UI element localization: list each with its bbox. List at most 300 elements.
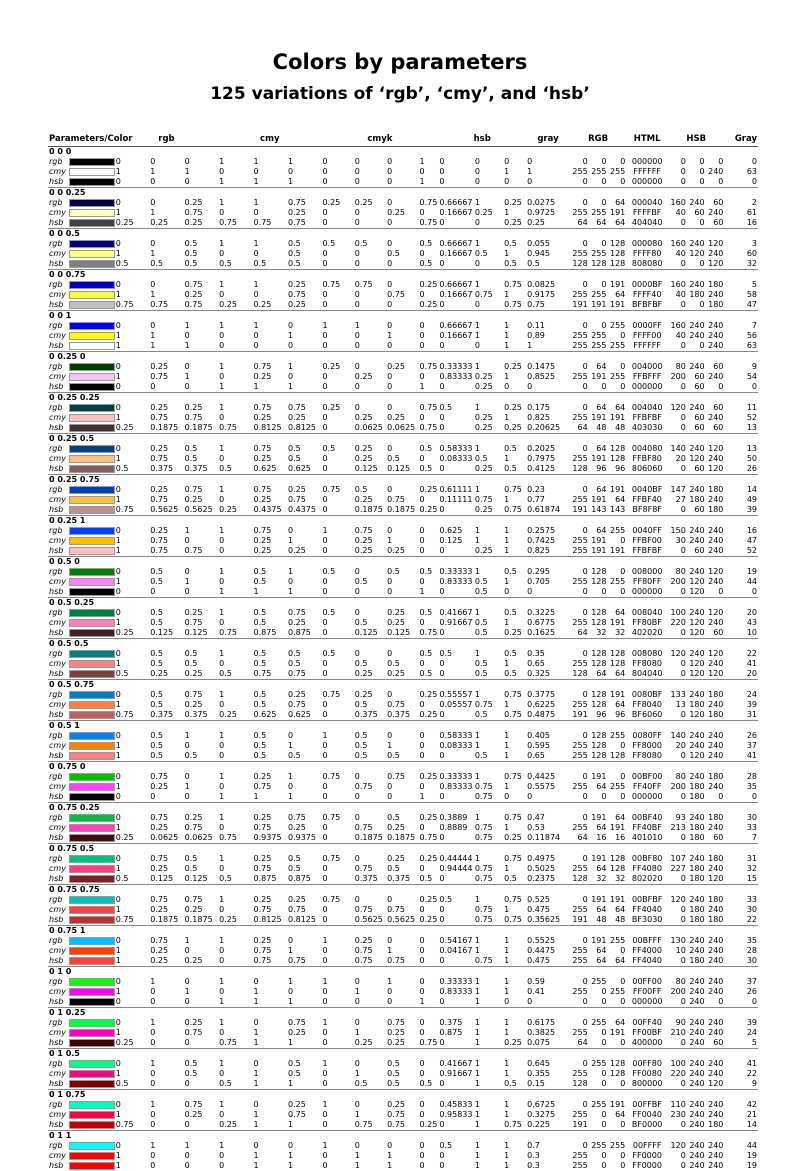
color-swatch — [69, 341, 115, 352]
table-cell: 1 — [287, 1079, 321, 1090]
table-cell: 1 — [115, 618, 149, 628]
table-cell: 0 — [354, 1100, 386, 1110]
table-cell: 191 — [589, 936, 608, 946]
table-cell: 0.25 — [253, 936, 287, 946]
table-cell: 1 — [503, 823, 526, 833]
table-cell: 0 — [419, 823, 439, 833]
table-cell: 1 — [115, 413, 149, 423]
table-cell: 0 — [607, 177, 626, 188]
table-cell: 0.25 — [253, 454, 287, 464]
table-cell: 240 — [706, 290, 725, 300]
color-parameters-table — [48, 132, 758, 1171]
table-cell: 110 — [668, 1100, 687, 1110]
table-cell: 0080BF — [626, 690, 668, 700]
color-swatch — [69, 772, 115, 782]
table-cell: 255 — [589, 341, 608, 352]
table-cell: 0 — [589, 1028, 608, 1038]
table-cell: 0 — [253, 1018, 287, 1028]
table-cell: 255 — [570, 1069, 589, 1079]
table-cell: 0 — [474, 157, 503, 167]
table-row — [48, 331, 758, 341]
table-cell: 1 — [253, 239, 287, 249]
table-cell: 64 — [589, 946, 608, 956]
table-cell: 0.25 — [287, 823, 321, 833]
table-cell: 0.75 — [503, 895, 526, 905]
table-cell: 0 — [184, 362, 218, 372]
group-params-row — [48, 229, 758, 240]
row-label: hsb — [48, 751, 69, 762]
table-cell: 0 — [668, 751, 687, 762]
table-cell: 0.25 — [386, 1100, 418, 1110]
group-params-row — [48, 393, 758, 404]
table-cell: 1 — [419, 157, 439, 167]
table-cell: 0 — [419, 577, 439, 587]
table-cell: 128 — [589, 659, 608, 669]
table-cell: 0.5 — [474, 710, 503, 721]
table-cell: 0 — [386, 321, 418, 331]
color-swatch — [69, 1100, 115, 1110]
table-cell: 22 — [724, 915, 758, 926]
table-cell: 0 — [115, 1018, 149, 1028]
table-cell: 0.6725 — [526, 1100, 570, 1110]
table-cell: 1 — [503, 249, 526, 259]
table-row — [48, 628, 758, 639]
table-cell: 240 — [687, 608, 706, 618]
color-swatch — [69, 300, 115, 311]
color-swatch — [69, 905, 115, 915]
table-cell: FF4040 — [626, 956, 668, 967]
table-cell: 1 — [218, 403, 252, 413]
table-cell: 240 — [706, 1018, 725, 1028]
table-cell: 240 — [687, 444, 706, 454]
table-row — [48, 403, 758, 413]
table-cell: 1 — [218, 362, 252, 372]
table-row — [48, 341, 758, 352]
table-cell: 0.1875 — [184, 423, 218, 434]
table-cell: 0 — [419, 331, 439, 341]
table-cell: 1 — [474, 444, 503, 454]
table-body — [48, 147, 758, 1171]
table-cell: 10 — [668, 946, 687, 956]
table-cell: 0.4475 — [526, 946, 570, 956]
table-cell: 240 — [687, 854, 706, 864]
table-cell: 1 — [503, 208, 526, 218]
table-row — [48, 1018, 758, 1028]
table-cell: 0.5 — [354, 751, 386, 762]
table-cell: 0.5 — [474, 618, 503, 628]
table-cell: 0.25 — [419, 772, 439, 782]
table-cell: 180 — [706, 813, 725, 823]
table-cell: 0.75 — [321, 772, 353, 782]
table-cell: 20 — [668, 454, 687, 464]
table-cell: FF8080 — [626, 751, 668, 762]
table-cell: 240 — [706, 1151, 725, 1161]
table-cell: 1 — [503, 731, 526, 741]
table-cell: 0.25 — [253, 495, 287, 505]
table-cell: 0.5 — [419, 259, 439, 270]
table-cell: 191 — [589, 546, 608, 557]
table-cell: 1 — [149, 249, 183, 259]
table-cell: 0.75 — [526, 300, 570, 311]
table-cell: 255 — [589, 1018, 608, 1028]
table-cell: 0 — [115, 177, 149, 188]
table-cell: 0.5 — [354, 577, 386, 587]
table-cell: 39 — [724, 1018, 758, 1028]
table-cell: 240 — [706, 1028, 725, 1038]
table-row — [48, 895, 758, 905]
table-cell: FF80FF — [626, 577, 668, 587]
table-cell: 9 — [724, 362, 758, 372]
table-cell: 0.5 — [149, 577, 183, 587]
color-swatch — [69, 956, 115, 967]
table-cell: 191 — [589, 300, 608, 311]
table-cell: 27 — [668, 495, 687, 505]
table-cell: 0 — [354, 300, 386, 311]
group-params: 0 1 0.25 — [48, 1008, 758, 1019]
row-label: cmy — [48, 946, 69, 956]
table-cell: 0.625 — [287, 464, 321, 475]
color-swatch — [69, 618, 115, 628]
table-cell: 0 — [321, 577, 353, 587]
table-cell: 0 — [287, 987, 321, 997]
table-cell: 1 — [474, 649, 503, 659]
table-cell: 1 — [218, 813, 252, 823]
table-cell: 1 — [419, 177, 439, 188]
color-swatch — [69, 208, 115, 218]
table-cell: 1 — [184, 526, 218, 536]
table-cell: 0.75 — [115, 505, 149, 516]
table-cell: 0.25 — [503, 218, 526, 229]
table-cell: 1 — [474, 936, 503, 946]
table-cell: 100 — [668, 1059, 687, 1069]
table-cell: 0.25 — [354, 413, 386, 423]
table-cell: 0.25 — [354, 1038, 386, 1049]
table-cell: 0 — [321, 864, 353, 874]
table-cell: 0.595 — [526, 741, 570, 751]
table-cell: 240 — [687, 362, 706, 372]
table-cell: 200 — [668, 987, 687, 997]
color-swatch — [69, 741, 115, 751]
table-cell: 1 — [218, 1059, 252, 1069]
table-cell: 0.625 — [253, 710, 287, 721]
table-row — [48, 167, 758, 177]
table-row — [48, 280, 758, 290]
table-cell: 0.5 — [253, 259, 287, 270]
table-cell: 0 — [668, 1038, 687, 1049]
table-cell: 0 — [321, 700, 353, 710]
table-cell: 0.5 — [321, 239, 353, 249]
table-cell: 1 — [419, 382, 439, 393]
table-cell: 0.25 — [287, 300, 321, 311]
group-params: 0 0.5 0.75 — [48, 680, 758, 691]
table-row — [48, 536, 758, 546]
table-cell: 200 — [668, 577, 687, 587]
table-cell: 0 — [526, 792, 570, 803]
page-subtitle: 125 variations of ‘rgb’, ‘cmy’, and ‘hsb’ — [0, 84, 800, 104]
table-row — [48, 833, 758, 844]
table-cell: 0 — [589, 198, 608, 208]
row-label: rgb — [48, 403, 69, 413]
table-cell: 255 — [607, 577, 626, 587]
table-cell: 0 — [184, 587, 218, 598]
color-swatch — [69, 608, 115, 618]
table-cell: 0 — [354, 403, 386, 413]
table-cell: 0 — [419, 546, 439, 557]
table-cell: 1 — [503, 751, 526, 762]
table-cell: 0 — [354, 649, 386, 659]
row-label: rgb — [48, 813, 69, 823]
table-cell: 0 — [287, 731, 321, 741]
table-cell: 1 — [287, 177, 321, 188]
table-cell: 0 — [386, 690, 418, 700]
table-cell: 0.0625 — [354, 423, 386, 434]
table-cell: FFFFFF — [626, 341, 668, 352]
color-swatch — [69, 536, 115, 546]
table-cell: 64 — [570, 423, 589, 434]
table-cell: 0.25 — [287, 690, 321, 700]
table-cell: 0.20625 — [526, 423, 570, 434]
table-cell: 0.5 — [184, 649, 218, 659]
table-cell: 0 — [115, 403, 149, 413]
table-row — [48, 997, 758, 1008]
table-cell: 120 — [706, 669, 725, 680]
table-cell: 0.75 — [184, 413, 218, 423]
table-row — [48, 454, 758, 464]
table-cell: 240 — [706, 546, 725, 557]
table-cell: 0 — [115, 382, 149, 393]
row-label: cmy — [48, 208, 69, 218]
color-swatch — [69, 895, 115, 905]
table-cell: 0 — [253, 341, 287, 352]
table-cell: 48 — [607, 423, 626, 434]
table-cell: 0.25 — [354, 690, 386, 700]
table-cell: 0 — [668, 628, 687, 639]
table-cell: 0 — [706, 157, 725, 167]
table-cell: 1 — [218, 587, 252, 598]
table-cell: 0.5 — [503, 1079, 526, 1090]
table-cell: 0.5 — [184, 259, 218, 270]
table-cell: 16 — [724, 526, 758, 536]
table-row — [48, 567, 758, 577]
table-cell: 0.75 — [115, 710, 149, 721]
table-cell: 0.5 — [149, 731, 183, 741]
table-cell: 180 — [706, 854, 725, 864]
table-cell: 0 — [570, 403, 589, 413]
table-cell: 180 — [706, 915, 725, 926]
table-cell: 0.3275 — [526, 1110, 570, 1120]
color-swatch — [69, 1141, 115, 1151]
table-cell: 10 — [724, 628, 758, 639]
table-row — [48, 495, 758, 505]
table-cell: 0.75 — [474, 700, 503, 710]
group-params: 0 0.5 1 — [48, 721, 758, 732]
table-cell: 128 — [589, 567, 608, 577]
table-cell: 0 — [589, 321, 608, 331]
table-cell: 0 — [419, 741, 439, 751]
table-cell: 240 — [706, 1059, 725, 1069]
table-cell: 0 — [570, 526, 589, 536]
table-cell: 1 — [474, 526, 503, 536]
row-label: hsb — [48, 341, 69, 352]
table-cell: 0.25 — [386, 1038, 418, 1049]
table-cell: 255 — [607, 782, 626, 792]
table-cell: 0.04167 — [438, 946, 473, 956]
table-cell: 1 — [115, 454, 149, 464]
table-cell: 0 — [668, 997, 687, 1008]
table-cell: 0 — [218, 946, 252, 956]
table-cell: 0.875 — [253, 874, 287, 885]
table-cell: 1 — [503, 454, 526, 464]
table-cell: 0.5025 — [526, 864, 570, 874]
table-cell: 240 — [706, 341, 725, 352]
table-cell: 0 — [687, 177, 706, 188]
table-cell: 0 — [668, 259, 687, 270]
table-cell: 0 — [438, 669, 473, 680]
table-cell: 0 — [668, 956, 687, 967]
table-cell: 0.5 — [354, 485, 386, 495]
table-cell: 0.75 — [354, 526, 386, 536]
table-cell: 21 — [724, 1110, 758, 1120]
table-cell: 0 — [218, 331, 252, 341]
table-cell: 0.5 — [386, 1069, 418, 1079]
table-cell: 1 — [218, 321, 252, 331]
table-cell: 1 — [321, 1059, 353, 1069]
table-cell: 0.83333 — [438, 987, 473, 997]
table-cell: 240 — [687, 649, 706, 659]
table-cell: 0.4375 — [253, 505, 287, 516]
table-cell: 1 — [184, 987, 218, 997]
table-cell: 1 — [218, 690, 252, 700]
table-cell: 0 — [668, 1151, 687, 1161]
table-cell: 00BF40 — [626, 813, 668, 823]
table-cell: 0.8125 — [287, 915, 321, 926]
row-label: hsb — [48, 259, 69, 270]
table-cell: 0.75 — [419, 362, 439, 372]
table-cell: 0 — [526, 177, 570, 188]
table-cell: 0 — [218, 413, 252, 423]
row-label: cmy — [48, 454, 69, 464]
group-params: 0 0.25 0 — [48, 352, 758, 363]
table-cell: 0.59 — [526, 977, 570, 987]
table-cell: 32 — [589, 874, 608, 885]
table-cell: 0 — [321, 1161, 353, 1171]
table-cell: 0.5 — [149, 608, 183, 618]
table-cell: 0.75 — [503, 813, 526, 823]
table-cell: 0 — [321, 710, 353, 721]
table-row — [48, 649, 758, 659]
table-cell: 1 — [474, 987, 503, 997]
table-cell: 0 — [253, 167, 287, 177]
table-cell: 120 — [687, 249, 706, 259]
table-cell: 0.7425 — [526, 536, 570, 546]
table-cell: 0 — [607, 331, 626, 341]
table-cell: 240 — [706, 987, 725, 997]
table-cell: 1 — [253, 987, 287, 997]
table-cell: 96 — [589, 710, 608, 721]
table-cell: 0.5 — [253, 577, 287, 587]
table-cell: 0 — [706, 587, 725, 598]
table-cell: 0.25 — [218, 505, 252, 516]
col-header-RGB: RGB — [570, 132, 626, 147]
table-cell: 1 — [184, 936, 218, 946]
table-cell: 16 — [589, 833, 608, 844]
table-cell: FF4080 — [626, 864, 668, 874]
table-cell: 0 — [354, 608, 386, 618]
group-params-row — [48, 844, 758, 855]
table-cell: 0 — [607, 792, 626, 803]
table-cell: 0.25 — [287, 485, 321, 495]
table-cell: 000000 — [626, 587, 668, 598]
table-cell: 32 — [589, 628, 608, 639]
table-cell: 20 — [668, 741, 687, 751]
table-cell: 0 — [668, 659, 687, 669]
row-label: hsb — [48, 997, 69, 1008]
table-cell: 1 — [218, 280, 252, 290]
table-cell: 1 — [184, 731, 218, 741]
table-cell: 0.25 — [354, 936, 386, 946]
table-cell: 0 — [218, 1069, 252, 1079]
row-label: cmy — [48, 372, 69, 382]
table-cell: 0.125 — [354, 464, 386, 475]
table-cell: 0.25 — [253, 536, 287, 546]
table-cell: 0 — [570, 690, 589, 700]
row-label: cmy — [48, 495, 69, 505]
table-cell: 0.53 — [526, 823, 570, 833]
table-cell: 0.16667 — [438, 208, 473, 218]
table-cell: 37 — [724, 741, 758, 751]
table-cell: 5 — [724, 280, 758, 290]
table-cell: FF40BF — [626, 823, 668, 833]
table-cell: 0 — [438, 413, 473, 423]
table-cell: 0 — [149, 321, 183, 331]
table-cell: 1 — [287, 1038, 321, 1049]
table-cell: 0 — [526, 382, 570, 393]
table-cell: 0.75 — [503, 772, 526, 782]
table-cell: 120 — [706, 259, 725, 270]
table-cell: 0.55557 — [438, 690, 473, 700]
row-label: rgb — [48, 321, 69, 331]
table-cell: 0.91667 — [438, 618, 473, 628]
table-cell: 0 — [184, 177, 218, 188]
table-cell: 49 — [724, 495, 758, 505]
table-cell: 0.25 — [184, 813, 218, 823]
table-cell: 1 — [321, 936, 353, 946]
table-cell: 0 — [321, 454, 353, 464]
table-cell: 0 — [386, 587, 418, 598]
table-cell: FFBF80 — [626, 454, 668, 464]
table-cell: 0.2375 — [526, 874, 570, 885]
table-cell: 120 — [706, 649, 725, 659]
table-cell: 0 — [115, 854, 149, 864]
table-cell: 240 — [687, 526, 706, 536]
table-cell: 1 — [218, 854, 252, 864]
table-cell: 0 — [386, 987, 418, 997]
table-cell: 0.75 — [386, 1110, 418, 1120]
table-cell: 1 — [354, 1110, 386, 1120]
table-cell: 0.25 — [184, 956, 218, 967]
table-cell: 0 — [526, 157, 570, 167]
table-cell: 0.25 — [149, 905, 183, 915]
table-cell: 0 — [354, 157, 386, 167]
table-cell: 0 — [184, 977, 218, 987]
table-cell: 0.25 — [253, 854, 287, 864]
table-cell: BF8F8F — [626, 505, 668, 516]
table-cell: 0 — [570, 157, 589, 167]
table-cell: 0 — [321, 1028, 353, 1038]
table-cell: 0.3825 — [526, 1028, 570, 1038]
table-cell: 0.16667 — [438, 249, 473, 259]
table-cell: 64 — [589, 218, 608, 229]
